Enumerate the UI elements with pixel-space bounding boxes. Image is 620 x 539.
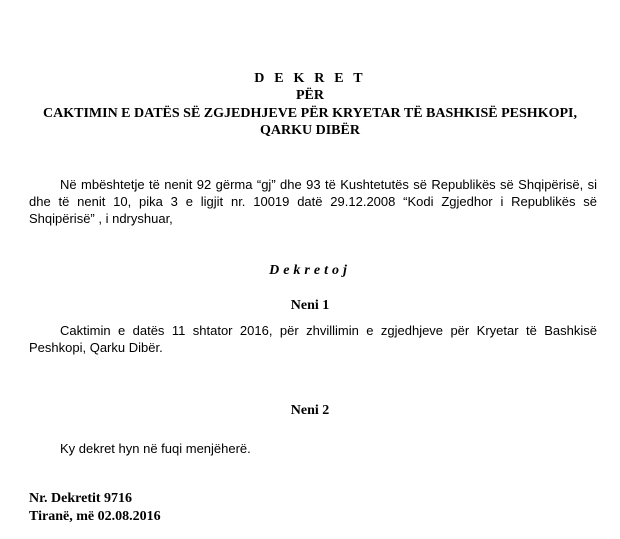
document-subject-line-1: CAKTIMIN E DATËS SË ZGJEDHJEVE PËR KRYETAR TË BASHKISË PESHKOPI,: [43, 106, 577, 121]
preamble-paragraph: Në mbështetje të nenit 92 gërma “gj” dhe 93 të Kushtetutës së Republikës së Shqipërisë, si dhe të nenit 10, pika 3 e ligjit nr. 10019 datë 29.12.2008 “Kodi Zgjedhor i Republikës së Shqipërisë” , i ndryshuar,: [29, 177, 597, 226]
document-title: D E K R E T: [254, 71, 366, 86]
document-subject: [0, 105, 620, 139]
decree-word: [0, 263, 620, 279]
document-title-per: PËR: [296, 88, 324, 103]
place-date: Tiranë, më 02.08.2016: [29, 509, 161, 524]
article-1-heading: Neni 1: [290, 298, 330, 313]
decree-word-text: Dekretoj: [269, 263, 351, 278]
article-2-heading: Neni 2: [290, 403, 330, 418]
article-1-text: Caktimin e datës 11 shtator 2016, për zhvillimin e zgjedhjeve për Kryetar të Bashkisë Peshkopi, Qarku Dibër.: [29, 323, 597, 355]
document-subject-line-2: QARKU DIBËR: [260, 123, 360, 138]
decree-number: Nr. Dekretit 9716: [29, 491, 133, 506]
article-2-text: Ky dekret hyn në fuqi menjëherë.: [60, 441, 251, 456]
